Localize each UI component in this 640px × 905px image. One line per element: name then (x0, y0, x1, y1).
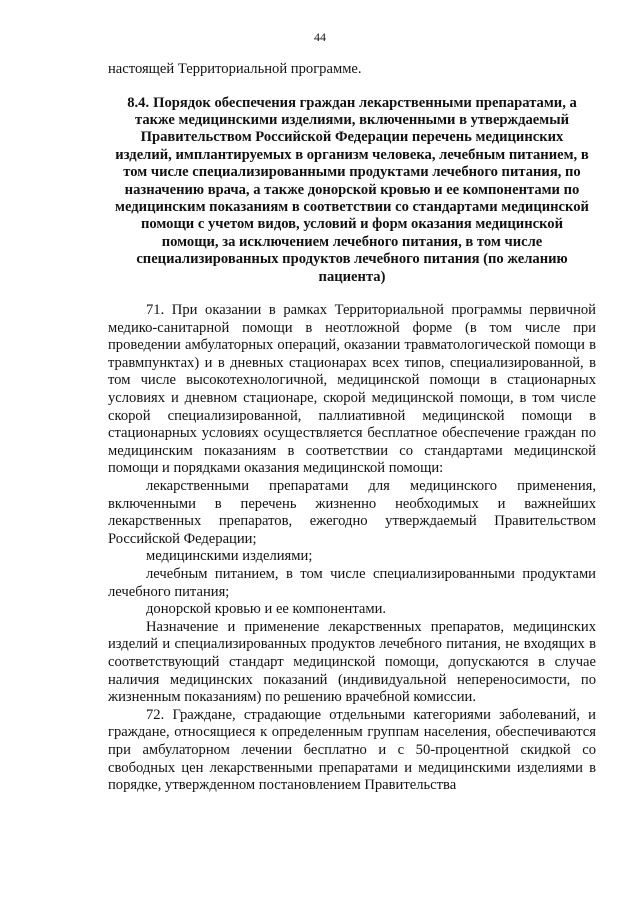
list-item-nutrition: лечебным питанием, в том числе специализированными продуктами лечебного питания; (108, 565, 596, 600)
section-title: Порядок обеспечения граждан лекарственными препаратами, а также медицинскими изделиями, включенными в утверждаемый Правительством Российской Федерации перечень медицинских изделий, имплантируемых в организм человека, лечебным питанием, в том числе специализированными продуктами лечебного питания, по назначению врача, а также донорской кровью и ее компонентами по медицинским показаниям в соответствии со стандартами медицинской помощи с учетом видов, условий и форм оказания медицинской помощи, за исключением лечебного питания, в том числе специализированных продуктов лечебного питания (по желанию пациента) (115, 94, 589, 285)
list-item-medical-devices: медицинскими изделиями; (146, 548, 313, 565)
paragraph-72: 72. Граждане, страдающие отдельными категориями заболеваний, и граждане, относящиеся к определенным группам населения, обеспечиваются при амбулаторном лечении бесплатно и с 50-процентной скидкой со свободных цен лекарственными препаратами и медицинскими изделиями в порядке, утвержденном постановлением Правительства (108, 706, 596, 794)
section-heading (108, 95, 596, 286)
paragraph-71: 71. При оказании в рамках Территориальной программы первичной медико-санитарной помощи в неотложной форме (в том числе при проведении амбулаторных операций, оказании травматологической помощи в травмпунктах) и в дневных стационарах всех типов, специализированной, в том числе высокотехнологичной, медицинской помощи в стационарных условиях и дневном стационаре, скорой медицинской помощи, в том числе скорой специализированной, паллиативной медицинской помощи в стационарных условиях осуществляется бесплатное обеспечение граждан по медицинским показаниям в соответствии со стандартами медицинской помощи и порядками оказания медицинской помощи: (108, 302, 596, 477)
list-item-donor-blood: донорской кровью и ее компонентами. (146, 601, 387, 618)
continuation-line: настоящей Территориальной программе. (108, 61, 362, 77)
section-number: 8.4. (127, 94, 150, 111)
document-body (108, 61, 596, 795)
page-number: 44 (314, 30, 326, 44)
list-item-medicines: лекарственными препаратами для медицинского применения, включенными в перечень жизненно необходимых и важнейших лекарственных препаратов, ежегодно утверждаемый Правительством Российской Федерации; (108, 478, 596, 547)
paragraph-prescription: Назначение и применение лекарственных препаратов, медицинских изделий и специализированных продуктов лечебного питания, не входящих в соответствующий стандарт медицинской помощи, допускаются в случае наличия медицинских показаний (индивидуальной непереносимости, по жизненным показаниям) по решению врачебной комиссии. (108, 618, 596, 706)
